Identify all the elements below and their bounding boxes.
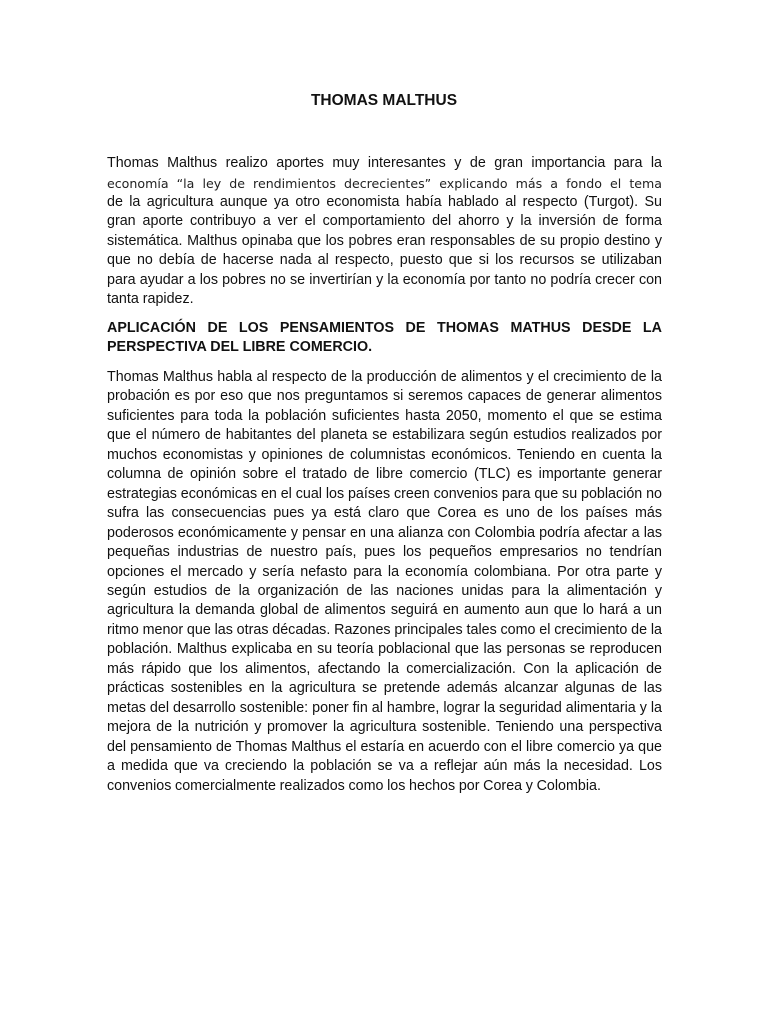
paragraph-1-body: de la agricultura aunque ya otro economista había hablado al respecto (Turgot). Su gran aporte contribuyo a ver el comportamiento del ahorro y la inversión de forma sistemática. Malthus opinaba que los pobres eran responsables de su propio destino y que no debía de hacerse nada al respecto, puesto que si los recursos se utilizaban para ayudar a los pobres no se invertirían y la economía por tanto no podría crecer con tanta rapidez. (107, 194, 662, 308)
page-title: THOMAS MALTHUS (310, 92, 458, 109)
paragraph-1-line-2: economía “la ley de rendimientos decrecientes” explicando más a fondo el tema (107, 176, 662, 191)
paragraph-1-line-1: Thomas Malthus realizo aportes muy interesantes y de gran importancia para la (107, 155, 662, 171)
paragraph-2-body: Thomas Malthus habla al respecto de la producción de alimentos y el crecimiento de la probación es por eso que nos preguntamos si seremos capaces de generar alimentos suficientes para toda la población suficientes hasta 2050, momento el que se estima que el número de habitantes del planeta se estabilizara según estudios realizados por muchos economistas y opiniones de columnistas económicos. Teniendo en cuenta la columna de opinión sobre el tratado de libre comercio (TLC) es importante generar estrategias económicas en el cual los países creen convenios para que su población no sufra las consecuencias pues ya está claro que Corea es uno de los países más poderosos económicamente y pensar en una alianza con Colombia podría afectar a las pequeñas industrias de nuestro país, pues los pequeños empresarios no tendrían opciones el mercado y sería nefasto para la economía colombiana. Por otra parte y según estudios de la organización de las naciones unidas para la alimentación y agricultura la demanda global de alimentos seguirá en aumento aun que lo hará a un ritmo menor que las otras décadas. Razones principales tales como el crecimiento de la población. Malthus explicaba en su teoría poblacional que las personas se reproducen más rápido que los alimentos, afectando la comercialización. Con la aplicación de prácticas sostenibles en la agricultura se pretende además alcanzar algunas de las metas del desarrollo sostenible: poner fin al hambre, lograr la seguridad alimentaria y la mejora de la nutrición y promover la agricultura sostenible. Teniendo una perspectiva del pensamiento de Thomas Malthus el estaría en acuerdo con el libre comercio ya que a medida que va creciendo la población se va a reflejar aún más la necesidad. Los convenios comercialmente realizados como los hechos por Corea y Colombia. (107, 369, 662, 794)
section-heading: APLICACIÓN DE LOS PENSAMIENTOS DE THOMAS MATHUS DESDE LA PERSPECTIVA DEL LIBRE COMERCIO. (107, 320, 662, 356)
